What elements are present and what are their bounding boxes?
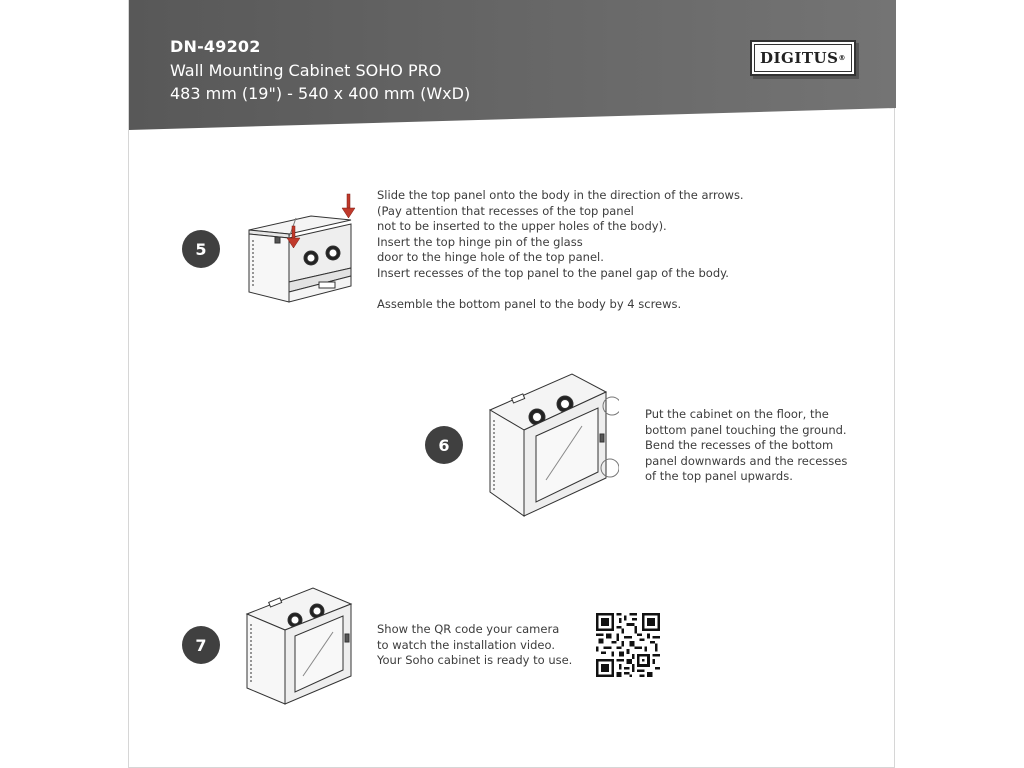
step-6-line-2: bottom panel touching the ground. bbox=[645, 422, 847, 437]
header-banner bbox=[129, 0, 896, 130]
step-5-line-2: (Pay attention that recesses of the top panel bbox=[377, 203, 634, 218]
step-7-line-2: to watch the installation video. bbox=[377, 637, 555, 652]
step-6-line-3: Bend the recesses of the bottom bbox=[645, 438, 834, 452]
step-6-illustration bbox=[484, 370, 619, 520]
step-6-line-4: panel downwards and the recesses bbox=[645, 453, 848, 468]
step-6-line-1: Put the cabinet on the floor, the bbox=[645, 407, 829, 421]
step-5-illustration bbox=[241, 190, 361, 310]
qr-code bbox=[596, 613, 660, 677]
step-5-line-6: Insert recesses of the top panel to the panel gap of the body. bbox=[377, 265, 729, 280]
step-5-text bbox=[377, 188, 744, 312]
step-5-line-7 bbox=[377, 281, 744, 297]
model-number: DN-49202 bbox=[170, 37, 261, 56]
digitus-logo: DIGITUS ® bbox=[750, 40, 856, 76]
step-5-line-8: Assemble the bottom panel to the body by 4 screws. bbox=[377, 296, 682, 311]
step-5-line-4: Insert the top hinge pin of the glass bbox=[377, 234, 583, 249]
step-7-badge: 7 bbox=[182, 626, 220, 664]
step-6-text bbox=[645, 407, 847, 485]
step-5-badge: 5 bbox=[182, 230, 220, 268]
step-7-illustration bbox=[243, 584, 355, 708]
product-name: Wall Mounting Cabinet SOHO PRO bbox=[170, 61, 442, 80]
step-6-line-5: of the top panel upwards. bbox=[645, 469, 793, 483]
step-7-line-3: Your Soho cabinet is ready to use. bbox=[377, 653, 573, 667]
step-7-text bbox=[377, 622, 572, 669]
step-5-line-3: not to be inserted to the upper holes of the body). bbox=[377, 219, 667, 233]
instruction-sheet bbox=[128, 0, 895, 768]
step-5-line-1: Slide the top panel onto the body in the direction of the arrows. bbox=[377, 188, 744, 202]
product-dimensions: 483 mm (19") - 540 x 400 mm (WxD) bbox=[170, 84, 471, 103]
step-7-line-1: Show the QR code your camera bbox=[377, 622, 560, 636]
step-5-line-5: door to the hinge hole of the top panel. bbox=[377, 250, 604, 264]
step-6-badge: 6 bbox=[425, 426, 463, 464]
